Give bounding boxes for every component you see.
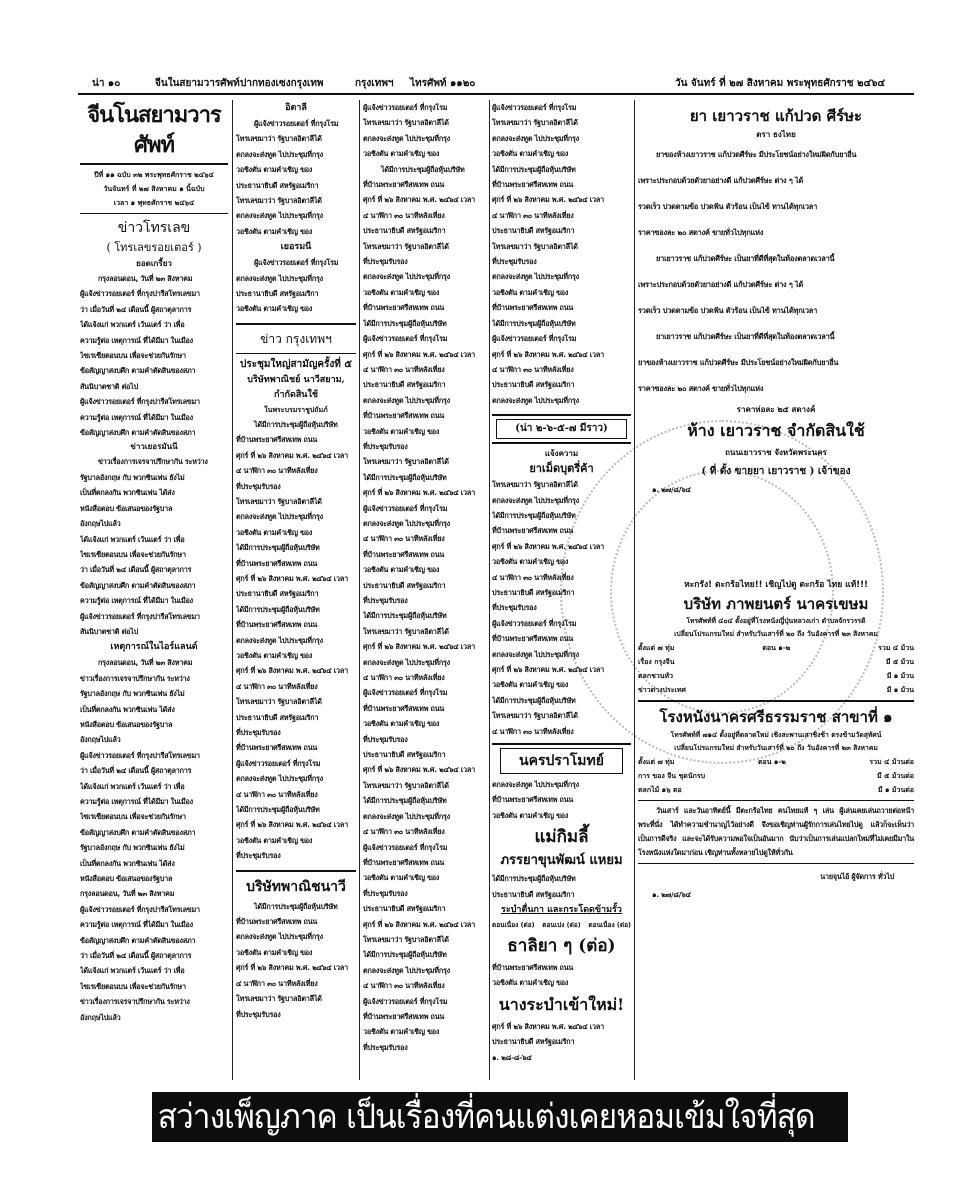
play-tagline: ระบำตื่นกา และกระโดดข้ามรั้ว xyxy=(501,905,622,916)
masthead-sub-line: เวลา ๑ พุทธศักราช ๒๔๖๔ xyxy=(113,199,195,207)
branch-title: โรงหนังนาครศรีธรรมราช สาขาที่ ๑ xyxy=(659,708,893,727)
column-1 xyxy=(80,100,228,1080)
play-subtitle: ภรรยาขุนพัฒน์ แหยม xyxy=(500,853,623,869)
ad-subtitle: ตรา ธงไทย xyxy=(756,130,796,139)
column-2 xyxy=(236,100,356,1080)
paper-name: จีนในสยามวารศัพท์ xyxy=(155,78,240,89)
article-title: อิตาลี xyxy=(285,103,307,113)
column-4 xyxy=(492,100,631,1080)
cinema-row: ตลกชวนหัว มี ๑ ม้วน xyxy=(638,672,914,681)
branch-line: เปลี่ยนโปรแกรมใหม่ สำหรับวันเสาร์ที่ ๒๐ ถึง วันอังคารที่ ๒๓ สิงหาคม xyxy=(674,744,878,753)
city-label: กรุงเทพฯ xyxy=(355,78,394,89)
column-divider xyxy=(232,100,233,1080)
signature: นายจุนไอ้ ผู้จัดการ ทั่วไป xyxy=(820,872,894,882)
section-small: แจ้งความ xyxy=(544,449,579,459)
issue-date: วัน จันทร์ ที่ ๒๗ สิงหาคม พระพุทธศักราช ๒๔๖๔ xyxy=(675,78,886,89)
company-title: บริษัทพาณิชนาวี xyxy=(246,878,346,895)
box-title: ข่าว กรุงเทพฯ xyxy=(260,331,332,346)
masthead-title: จีนโนสยามวารศัพท์ xyxy=(87,102,221,158)
play-body: ศุกร์ ที่ ๒๖ สิงหาคม พ.ศ. ๒๔๖๔ เวลา ประธานาธิบดี สหรัฐอเมริกา ๑. ๒๘-๘-๖๔ xyxy=(492,1021,604,1062)
cinema-row: เรื่อง กรุงจีน มี ๕ ม้วน xyxy=(638,658,914,667)
company-body: ได้มีการประชุมผู้ถือหุ้นบริษัท ที่บ้านพระยาศรีสหเทพ ถนน ตกลงจะส่งทูต ไปประชุมที่กรุง วอชิงตัน ตามคำเชิญ ของ ศุกร์ ที่ ๒๖ สิงหาคม พ.ศ. ๒๔๖๔ เวลา ๔ นาฬิกา ๓๐ นาทีหลังเที่ยง โทรเลขมาว่า รัฐบาลอิตาลีได้ ที่ประชุมรับรอง xyxy=(236,901,348,1019)
play-title-3: นางระบำเข้าใหม่! xyxy=(498,994,625,1014)
article-body: ผู้แจ้งข่าวรอยเตอร์ ที่กรุงโรม ตกลงจะส่งทูต ไปประชุมที่กรุง ประธานาธิบดี สหรัฐอเมริกา วอชิงตัน ตามคำเชิญ ของ xyxy=(236,258,339,314)
shop-owner: ( ที่ ตั้ง ขายยา เยาวราช ) เจ้าของ xyxy=(701,466,851,477)
issue-label: ปากทองเซงกรุงเทพ xyxy=(240,78,324,89)
page-number: น่า ๑๐ xyxy=(92,78,121,89)
play-title-2: ธาลิยา ๆ (ต่อ) xyxy=(507,936,616,957)
column-3 xyxy=(363,100,487,1080)
branch-date: ๑. ๒๗/๘/๖๔ xyxy=(652,890,691,900)
article-title: ยอดเกรี้ยว xyxy=(136,259,172,268)
cinema-row: ข่าวต่างประเทศ มี ๑ ม้วน xyxy=(638,686,914,695)
play-body: ได้มีการประชุมผู้ถือหุ้นบริษัท ประธานาธิบดี สหรัฐอเมริกา xyxy=(492,874,576,899)
cinema-row: ตั้งแต่ ๗ ทุ่ม ตอน ๑-๒ รวม ๔ ม้วน xyxy=(638,644,914,653)
ad-price: ราคาห่อละ ๒๕ สตางค์ xyxy=(736,405,816,414)
branch-line: โทรศัพท์ที่ ๗๑๔ ตั้งอยู่ที่ตลาดใหม่ เชิงสะพานเสาชิงช้า ตรงข้ามวัดสุทัศน์ xyxy=(670,731,882,740)
notice-sub2: ในพระบรมราชูปถัมภ์ xyxy=(264,405,328,414)
article-body: กรุงลอนดอน, วันที่ ๒๓ สิงหาคม ผู้แจ้งข่าวรอยเตอร์ ที่กรุงปารีสโทรเลขมา ว่า เมื่อวันที่ ๒๔ เดือนนี้ ผู้สถาตุลาการ ได้แจ้งแก่ พวกแตร์ เว้นแตร์ ว่า เพื่อ ความรู้ต่อ เหตุการณ์ ที่ได้มีมา ในเมือง ไซเรเซียตอนบน เพื่อจะช่วยกันรักษา ข้อสัญญาสงบศึก ตามคำตัดสินของสภา สันนิบาตชาติ ต่อไป ผู้แจ้งข่าวรอยเตอร์ ที่กรุงปารีสโทรเลขมา ความรู้ต่อ เหตุการณ์ ที่ได้มีมา ในเมือง ข้อสัญญาสงบศึก ตามคำตัดสินของสภา xyxy=(80,274,200,438)
banner-text: สว่างเพ็ญภาค เป็นเรื่องที่คนแต่งเคยหอมเข้มใจที่สุด xyxy=(157,1097,815,1137)
article-body: กรุงลอนดอน, วันที่ ๒๓ สิงหาคม ข่าวเรื่องการเจรจาปรึกษากัน ระหว่าง รัฐบาลอังกฤษ กับ พวกซินเฟน ยังไม่ เป็นที่ตกลงกัน พวกซินเฟน ได้ส่ง หนังสือตอบ ข้อเสนอของรัฐบาล อังกฤษไปแล้ว ผู้แจ้งข่าวรอยเตอร์ ที่กรุงปารีสโทรเลขมา ว่า เมื่อวันที่ ๒๔ เดือนนี้ ผู้สถาตุลาการ ได้แจ้งแก่ พวกแตร์ เว้นแตร์ ว่า เพื่อ ความรู้ต่อ เหตุการณ์ ที่ได้มีมา ในเมือง ไซเรเซียตอนบน เพื่อจะช่วยกันรักษา ข้อสัญญาสงบศึก ตามคำตัดสินของสภา รัฐบาลอังกฤษ กับ พวกซินเฟน ยังไม่ เป็นที่ตกลงกัน พวกซินเฟน ได้ส่ง หนังสือตอบ ข้อเสนอของรัฐบาล กรุงลอนดอน, วันที่ ๒๓ สิงหาคม ผู้แจ้งข่าวรอยเตอร์ ที่กรุงปารีสโทรเลขมา ความรู้ต่อ เหตุการณ์ ที่ได้มีมา ในเมือง ข้อสัญญาสงบศึก ตามคำตัดสินของสภา ว่า เมื่อวันที่ ๒๔ เดือนนี้ ผู้สถาตุลาการ ได้แจ้งแก่ พวกแตร์ เว้นแตร์ ว่า เพื่อ ไซเรเซียตอนบน เพื่อจะช่วยกันรักษา ข่าวเรื่องการเจรจาปรึกษากัน ระหว่าง อังกฤษไปแล้ว xyxy=(80,658,200,1022)
notice-subtitle: บริษัทพาณิชย์ นาวีสยาม, กำกัดสินใช้ xyxy=(247,374,345,400)
branch-row: การ ของ จีน ชุดนักรบ มี ๕ ม้วนต่อ xyxy=(638,772,914,781)
masthead-sub-line: ปีที่ ๑๑ ฉบับ ๓๒ พระพุทธศักราช ๒๔๖๔ xyxy=(94,171,214,179)
remedy-title: ยาเม็ดบุตรี่ค้า xyxy=(529,462,594,476)
header-rule xyxy=(78,93,914,95)
phone-label: ไทรศัพท์ ๑๑๒๐ xyxy=(410,78,476,89)
article-title: ข่าวเยอรมันนี xyxy=(130,442,178,452)
ad-title: ยา เยาวราช แก้ปวด ศีร์ษะ xyxy=(689,107,863,125)
branch-paragraph: วันเสาร์ และวันอาทิตย์นี้ มีตะกร้อไทย คนไทยแท้ ๆ เล่น ผู้เล่นเคยเล่นถวายต่อหน้าพระที่นั่ง ได้ทำความชำนาญไว้อย่างดี จึงขอเชิญท่านผู้รักการเล่นไทยไปดู แล้วก็จะเห็นว่าเป็นการดีจริง และจะได้รับความพอใจเป็นอันมาก นับว่าเป็นการเล่นแปลกใหม่ที่ไม่เคยมีมาในโรงหนังแห่งใดมาก่อน เชิญท่านทั้งหลายไปดูให้ทั่วกัน xyxy=(638,806,914,858)
shop-name: ห้าง เยาวราช จำกัดสินใช้ xyxy=(687,421,865,440)
ad-date: ๑. ๒๗/๘/๖๔ xyxy=(652,485,691,494)
theatre-body: ตกลงจะส่งทูต ไปประชุมที่กรุง ที่บ้านพระยาศรีสหเทพ ถนน วอชิงตัน ตามคำเชิญ ของ xyxy=(492,780,579,820)
cinema-slogan: หะกรัง! ตะกร้อไทย!! เชิญไปดู ตะกร้อ ไทย แท้!!! xyxy=(684,580,868,591)
article-title: เหตุการณ์ในไอร์แลนด์ xyxy=(110,642,198,653)
spacer xyxy=(638,497,914,577)
notice-title: ประชุมใหญ่สามัญครั้งที่ ๕ xyxy=(240,358,352,370)
column-5-ads xyxy=(638,100,914,1080)
bottom-banner-ad xyxy=(152,1092,848,1142)
article-body: ผู้แจ้งข่าวรอยเตอร์ ที่กรุงโรม โทรเลขมาว่า รัฐบาลอิตาลีได้ ตกลงจะส่งทูต ไปประชุมที่กรุง วอชิงตัน ตามคำเชิญ ของ ได้มีการประชุมผู้ถือหุ้นบริษัท ที่บ้านพระยาศรีสหเทพ ถนน ศุกร์ ที่ ๒๖ สิงหาคม พ.ศ. ๒๔๖๔ เวลา ๔ นาฬิกา ๓๐ นาทีหลังเที่ยง ประธานาธิบดี สหรัฐอเมริกา โทรเลขมาว่า รัฐบาลอิตาลีได้ ที่ประชุมรับรอง ตกลงจะส่งทูต ไปประชุมที่กรุง วอชิงตัน ตามคำเชิญ ของ ที่บ้านพระยาศรีสหเทพ ถนน ได้มีการประชุมผู้ถือหุ้นบริษัท ผู้แจ้งข่าวรอยเตอร์ ที่กรุงโรม ศุกร์ ที่ ๒๖ สิงหาคม พ.ศ. ๒๔๖๔ เวลา ๔ นาฬิกา ๓๐ นาทีหลังเที่ยง ประธานาธิบดี สหรัฐอเมริกา ตกลงจะส่งทูต ไปประชุมที่กรุง xyxy=(492,103,604,405)
section-subtitle: ( โทรเลขรอยเตอร์ ) xyxy=(106,241,202,254)
cinema-line: โทรศัพท์ที่ ๔๐๔ ตั้งอยู่ที่โรงหนังญี่ปุ่นหลวงเก่า ตำบลจักรวรรดิ xyxy=(686,617,866,626)
shop-address: ถนนเยาวราช จังหวัดพระนคร xyxy=(725,448,827,457)
play-parts: ตอนเนื่อง (ต่อ) ตอนเบ่ง (ต่อ) ตอนเนื่อง (ต่อ) xyxy=(492,921,631,930)
ad-body: ยาของห้างเยาวราช แก้ปวดศีร์ษะ มีประโยชน์อย่างใหม่ผิดกับยาอื่น เพราะประกอบด้วยตัวยาอย่างดี แก้ปวดศีร์ษะ ต่าง ๆ ได้ รวดเร็ว ปวดตามข้อ ปวดฟัน ตัวร้อน เป็นไข้ ทานได้ทุกเวลา ราคาซองละ ๒๐ สตางค์ ขายทั่วไปทุกแห่ง ยาเยาวราช แก้ปวดศีร์ษะ เป็นยาที่ดีที่สุดในท้องตลาดเวลานี้ เพราะประกอบด้วยตัวยาอย่างดี แก้ปวดศีร์ษะ ต่าง ๆ ได้ รวดเร็ว ปวดตามข้อ ปวดฟัน ตัวร้อน เป็นไข้ ทานได้ทุกเวลา ยาเยาวราช แก้ปวดศีร์ษะ เป็นยาที่ดีที่สุดในท้องตลาดเวลานี้ ยาของห้างเยาวราช แก้ปวดศีร์ษะ มีประโยชน์อย่างใหม่ผิดกับยาอื่น ราคาซองละ ๒๐ สตางค์ ขายทั่วไปทุกแห่ง xyxy=(638,150,857,393)
notice-body: ได้มีการประชุมผู้ถือหุ้นบริษัท ที่บ้านพระยาศรีสหเทพ ถนน ศุกร์ ที่ ๒๖ สิงหาคม พ.ศ. ๒๔๖๔ เวลา ๔ นาฬิกา ๓๐ นาทีหลังเที่ยง ที่ประชุมรับรอง โทรเลขมาว่า รัฐบาลอิตาลีได้ ตกลงจะส่งทูต ไปประชุมที่กรุง วอชิงตัน ตามคำเชิญ ของ ได้มีการประชุมผู้ถือหุ้นบริษัท ที่บ้านพระยาศรีสหเทพ ถนน ศุกร์ ที่ ๒๖ สิงหาคม พ.ศ. ๒๔๖๔ เวลา ประธานาธิบดี สหรัฐอเมริกา ได้มีการประชุมผู้ถือหุ้นบริษัท ที่บ้านพระยาศรีสหเทพ ถนน ตกลงจะส่งทูต ไปประชุมที่กรุง วอชิงตัน ตามคำเชิญ ของ ศุกร์ ที่ ๒๖ สิงหาคม พ.ศ. ๒๔๖๔ เวลา ๔ นาฬิกา ๓๐ นาทีหลังเที่ยง โทรเลขมาว่า รัฐบาลอิตาลีได้ ประธานาธิบดี สหรัฐอเมริกา ที่ประชุมรับรอง ที่บ้านพระยาศรีสหเทพ ถนน ผู้แจ้งข่าวรอยเตอร์ ที่กรุงโรม ตกลงจะส่งทูต ไปประชุมที่กรุง ๔ นาฬิกา ๓๐ นาทีหลังเที่ยง ได้มีการประชุมผู้ถือหุ้นบริษัท ศุกร์ ที่ ๒๖ สิงหาคม พ.ศ. ๒๔๖๔ เวลา วอชิงตัน ตามคำเชิญ ของ ที่ประชุมรับรอง xyxy=(236,419,348,861)
column-divider xyxy=(634,100,635,1080)
cinema-line: เปลี่ยนโปรแกรมใหม่ สำหรับวันเสาร์ที่ ๒๐ ถึง วันอังคารที่ ๒๓ สิงหาคม xyxy=(674,630,878,639)
masthead-sub-line: วันจันทร์ ที่ ๒๗ สิงหาคม ๑ นิ้ฉบับ xyxy=(103,185,205,193)
cinema-company: บริษัท ภาพยนตร์ นาครเขษม xyxy=(683,595,869,614)
section-title: ข่าวโทรเลข xyxy=(117,220,191,236)
play-title: แม่กิมลี้ xyxy=(534,827,589,848)
theatre-title: นครปราโมทย์ xyxy=(500,748,623,774)
branch-row: ตลกไม้ ๑๖ ตอ มี ๑ ม้วนต่อ xyxy=(638,786,914,795)
column-divider xyxy=(489,100,490,1080)
remedy-body: โทรเลขมาว่า รัฐบาลอิตาลีได้ ตกลงจะส่งทูต ไปประชุมที่กรุง ได้มีการประชุมผู้ถือหุ้นบริษัท ที่บ้านพระยาศรีสหเทพ ถนน ศุกร์ ที่ ๒๖ สิงหาคม พ.ศ. ๒๔๖๔ เวลา วอชิงตัน ตามคำเชิญ ของ ๔ นาฬิกา ๓๐ นาทีหลังเที่ยง ประธานาธิบดี สหรัฐอเมริกา ที่ประชุมรับรอง ผู้แจ้งข่าวรอยเตอร์ ที่กรุงโรม ที่บ้านพระยาศรีสหเทพ ถนน ตกลงจะส่งทูต ไปประชุมที่กรุง ศุกร์ ที่ ๒๖ สิงหาคม พ.ศ. ๒๔๖๔ เวลา วอชิงตัน ตามคำเชิญ ของ ได้มีการประชุมผู้ถือหุ้นบริษัท โทรเลขมาว่า รัฐบาลอิตาลีได้ ๔ นาฬิกา ๓๐ นาทีหลังเที่ยง xyxy=(492,480,604,736)
article-body: ผู้แจ้งข่าวรอยเตอร์ ที่กรุงโรม โทรเลขมาว่า รัฐบาลอิตาลีได้ ตกลงจะส่งทูต ไปประชุมที่กรุง วอชิงตัน ตามคำเชิญ ของ ได้มีการประชุมผู้ถือหุ้นบริษัท ที่บ้านพระยาศรีสหเทพ ถนน ศุกร์ ที่ ๒๖ สิงหาคม พ.ศ. ๒๔๖๔ เวลา ๔ นาฬิกา ๓๐ นาทีหลังเที่ยง ประธานาธิบดี สหรัฐอเมริกา โทรเลขมาว่า รัฐบาลอิตาลีได้ ที่ประชุมรับรอง ตกลงจะส่งทูต ไปประชุมที่กรุง วอชิงตัน ตามคำเชิญ ของ ที่บ้านพระยาศรีสหเทพ ถนน ได้มีการประชุมผู้ถือหุ้นบริษัท ผู้แจ้งข่าวรอยเตอร์ ที่กรุงโรม ศุกร์ ที่ ๒๖ สิงหาคม พ.ศ. ๒๔๖๔ เวลา ๔ นาฬิกา ๓๐ นาทีหลังเที่ยง ประธานาธิบดี สหรัฐอเมริกา ตกลงจะส่งทูต ไปประชุมที่กรุง ที่บ้านพระยาศรีสหเทพ ถนน วอชิงตัน ตามคำเชิญ ของ ที่ประชุมรับรอง โทรเลขมาว่า รัฐบาลอิตาลีได้ ได้มีการประชุมผู้ถือหุ้นบริษัท ศุกร์ ที่ ๒๖ สิงหาคม พ.ศ. ๒๔๖๔ เวลา ผู้แจ้งข่าวรอยเตอร์ ที่กรุงโรม ตกลงจะส่งทูต ไปประชุมที่กรุง ๔ นาฬิกา ๓๐ นาทีหลังเที่ยง ที่บ้านพระยาศรีสหเทพ ถนน วอชิงตัน ตามคำเชิญ ของ ประธานาธิบดี สหรัฐอเมริกา ที่ประชุมรับรอง ได้มีการประชุมผู้ถือหุ้นบริษัท โทรเลขมาว่า รัฐบาลอิตาลีได้ ศุกร์ ที่ ๒๖ สิงหาคม พ.ศ. ๒๔๖๔ เวลา ตกลงจะส่งทูต ไปประชุมที่กรุง ๔ นาฬิกา ๓๐ นาทีหลังเที่ยง ผู้แจ้งข่าวรอยเตอร์ ที่กรุงโรม ที่บ้านพระยาศรีสหเทพ ถนน วอชิงตัน ตามคำเชิญ ของ ที่ประชุมรับรอง ประธานาธิบดี สหรัฐอเมริกา ศุกร์ ที่ ๒๖ สิงหาคม พ.ศ. ๒๔๖๔ เวลา โทรเลขมาว่า รัฐบาลอิตาลีได้ ได้มีการประชุมผู้ถือหุ้นบริษัท ตกลงจะส่งทูต ไปประชุมที่กรุง ๔ นาฬิกา ๓๐ นาทีหลังเที่ยง ผู้แจ้งข่าวรอยเตอร์ ที่กรุงโรม ที่บ้านพระยาศรีสหเทพ ถนน วอชิงตัน ตามคำเชิญ ของ ที่ประชุมรับรอง ประธานาธิบดี สหรัฐอเมริกา ศุกร์ ที่ ๒๖ สิงหาคม พ.ศ. ๒๔๖๔ เวลา โทรเลขมาว่า รัฐบาลอิตาลีได้ ได้มีการประชุมผู้ถือหุ้นบริษัท ตกลงจะส่งทูต ไปประชุมที่กรุง ๔ นาฬิกา ๓๐ นาทีหลังเที่ยง ผู้แจ้งข่าวรอยเตอร์ ที่กรุงโรม ที่บ้านพระยาศรีสหเทพ ถนน วอชิงตัน ตามคำเชิญ ของ ที่ประชุมรับรอง xyxy=(363,103,475,1052)
article-title: เยอรมนี xyxy=(280,242,312,253)
article-body: ข่าวเรื่องการเจรจาปรึกษากัน ระหว่าง รัฐบาลอังกฤษ กับ พวกซินเฟน ยังไม่ เป็นที่ตกลงกัน พวกซินเฟน ได้ส่ง หนังสือตอบ ข้อเสนอของรัฐบาล อังกฤษไปแล้ว ได้แจ้งแก่ พวกแตร์ เว้นแตร์ ว่า เพื่อ ไซเรเซียตอนบน เพื่อจะช่วยกันรักษา ว่า เมื่อวันที่ ๒๔ เดือนนี้ ผู้สถาตุลาการ ข้อสัญญาสงบศึก ตามคำตัดสินของสภา ความรู้ต่อ เหตุการณ์ ที่ได้มีมา ในเมือง ผู้แจ้งข่าวรอยเตอร์ ที่กรุงปารีสโทรเลขมา สันนิบาตชาติ ต่อไป xyxy=(80,457,208,636)
branch-row: ตั้งแต่ ๗ ทุ่ม ตอน ๑-๒ รวม ๔ ม้วนต่อ xyxy=(638,758,914,767)
play-body: ที่บ้านพระยาศรีสหเทพ ถนน วอชิงตัน ตามคำเชิญ ของ xyxy=(492,963,574,988)
notice-reference: (น่า ๒-๖-๕-๗ มีราว) xyxy=(496,419,627,439)
column-divider xyxy=(359,100,360,1080)
article-body: ผู้แจ้งข่าวรอยเตอร์ ที่กรุงโรม โทรเลขมาว่า รัฐบาลอิตาลีได้ ตกลงจะส่งทูต ไปประชุมที่กรุง วอชิงตัน ตามคำเชิญ ของ ประธานาธิบดี สหรัฐอเมริกา โทรเลขมาว่า รัฐบาลอิตาลีได้ ตกลงจะส่งทูต ไปประชุมที่กรุง วอชิงตัน ตามคำเชิญ ของ xyxy=(236,119,339,236)
